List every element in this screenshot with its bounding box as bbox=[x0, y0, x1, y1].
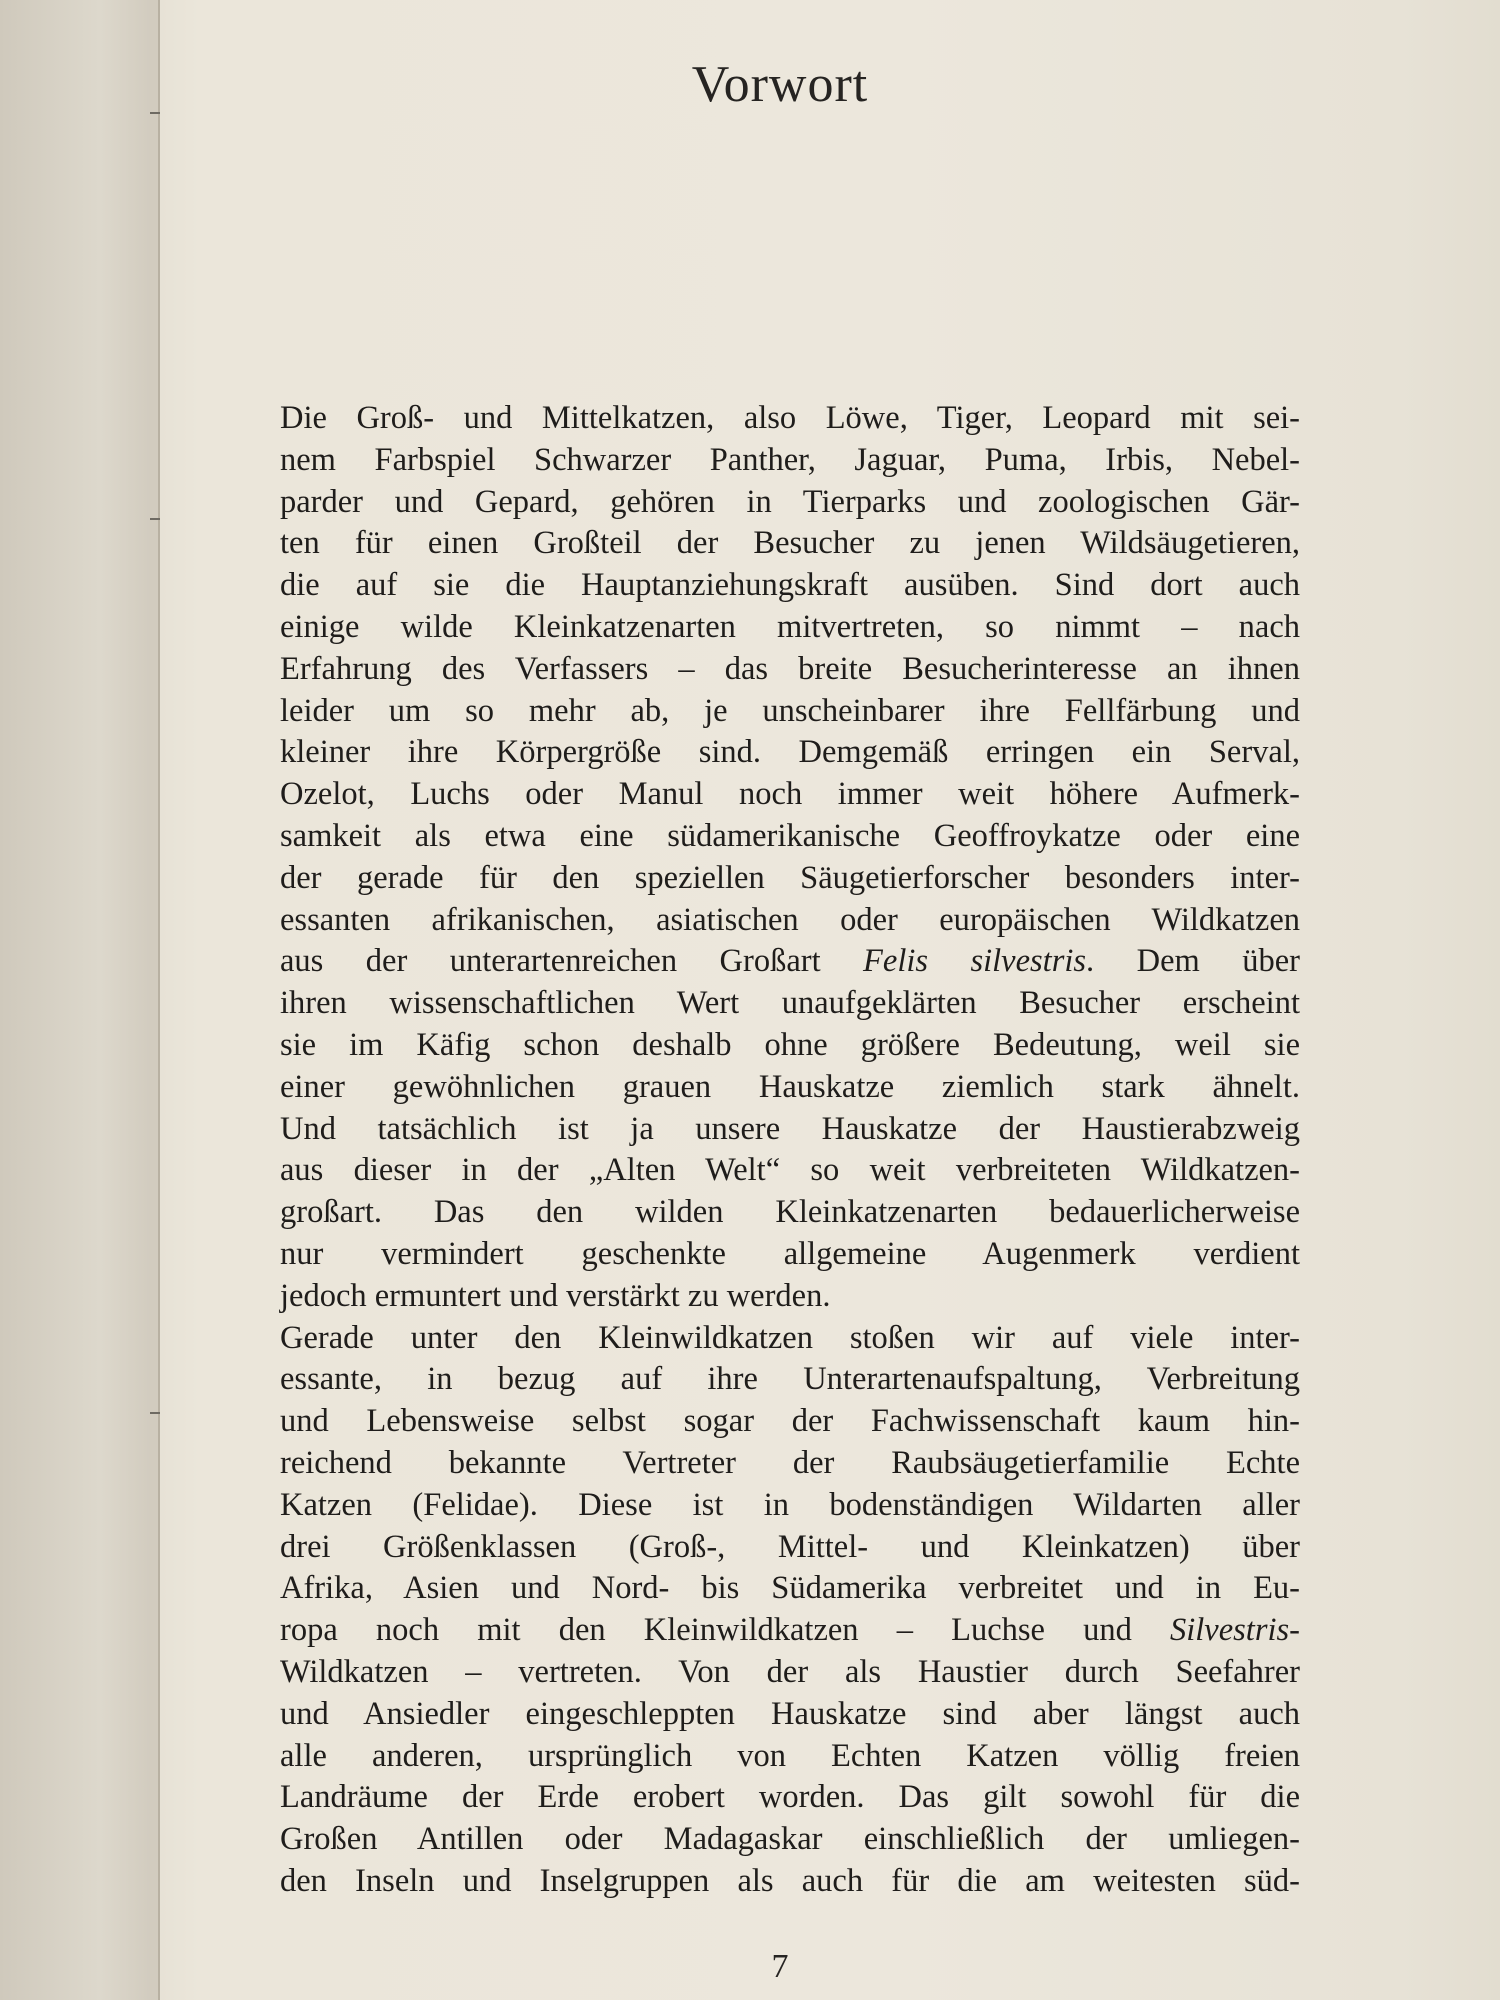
text-line: kleiner ihre Körpergröße sind. Demgemäß erringen ein Serval, bbox=[280, 734, 1300, 771]
text-line: aus der unterartenreichen Großart Felis silvestris. Dem über bbox=[280, 943, 1300, 980]
text-line: Wildkatzen – vertreten. Von der als Haustier durch Seefahrer bbox=[280, 1653, 1300, 1690]
text-line: samkeit als etwa eine südamerikanische Geoffroykatze oder eine bbox=[280, 817, 1300, 854]
chapter-title: Vorwort bbox=[691, 56, 869, 113]
text-line: Großen Antillen oder Madagaskar einschließlich der umliegen- bbox=[280, 1821, 1300, 1858]
text-line: ropa noch mit den Kleinwildkatzen – Luchse und Silvestris- bbox=[280, 1612, 1300, 1649]
text-line: ten für einen Großteil der Besucher zu jenen Wildsäugetieren, bbox=[280, 525, 1300, 562]
text-line: nur vermindert geschenkte allgemeine Augenmerk verdient bbox=[280, 1235, 1300, 1272]
text-line: reichend bekannte Vertreter der Raubsäugetierfamilie Echte bbox=[280, 1444, 1300, 1481]
text-line: den Inseln und Inselgruppen als auch für die am weitesten süd- bbox=[280, 1862, 1300, 1899]
text-line: Katzen (Felidae). Diese ist in bodenständigen Wildarten aller bbox=[280, 1486, 1300, 1523]
left-page-edge bbox=[0, 0, 160, 2000]
body-text bbox=[280, 398, 1300, 1903]
page-edge-mark bbox=[150, 518, 160, 520]
text-line: parder und Gepard, gehören in Tierparks und zoologischen Gär- bbox=[280, 483, 1300, 520]
text-line: die auf sie die Hauptanziehungskraft ausüben. Sind dort auch bbox=[280, 567, 1300, 604]
text-line: leider um so mehr ab, je unscheinbarer ihre Fellfärbung und bbox=[280, 692, 1300, 729]
text-line: Erfahrung des Verfassers – das breite Besucherinteresse an ihnen bbox=[280, 650, 1300, 687]
text-line: essanten afrikanischen, asiatischen oder europäischen Wildkatzen bbox=[280, 901, 1300, 938]
text-line: großart. Das den wilden Kleinkatzenarten bedauerlicherweise bbox=[280, 1194, 1300, 1231]
text-line: Landräume der Erde erobert worden. Das gilt sowohl für die bbox=[280, 1779, 1300, 1816]
text-line: aus dieser in der „Alten Welt“ so weit verbreiteten Wildkatzen- bbox=[280, 1152, 1300, 1189]
text-line: ihren wissenschaftlichen Wert unaufgeklärten Besucher erscheint bbox=[280, 985, 1300, 1022]
text-line: und Lebensweise selbst sogar der Fachwissenschaft kaum hin- bbox=[280, 1403, 1300, 1440]
page-edge-mark bbox=[150, 1412, 160, 1414]
text-line: sie im Käfig schon deshalb ohne größere Bedeutung, weil sie bbox=[280, 1026, 1300, 1063]
text-line: Und tatsächlich ist ja unsere Hauskatze der Haustierabzweig bbox=[280, 1110, 1300, 1147]
text-line: Gerade unter den Kleinwildkatzen stoßen wir auf viele inter- bbox=[280, 1319, 1300, 1356]
text-line: Ozelot, Luchs oder Manul noch immer weit höhere Aufmerk- bbox=[280, 776, 1300, 813]
text-line: und Ansiedler eingeschleppten Hauskatze sind aber längst auch bbox=[280, 1695, 1300, 1732]
text-line: jedoch ermuntert und verstärkt zu werden. bbox=[280, 1277, 831, 1314]
text-line: essante, in bezug auf ihre Unterartenaufspaltung, Verbreitung bbox=[280, 1361, 1300, 1398]
page-number: 7 bbox=[771, 1948, 789, 1985]
text-line: drei Größenklassen (Groß-, Mittel- und Kleinkatzen) über bbox=[280, 1528, 1300, 1565]
text-line: der gerade für den speziellen Säugetierforscher besonders inter- bbox=[280, 859, 1300, 896]
text-line: einer gewöhnlichen grauen Hauskatze ziemlich stark ähnelt. bbox=[280, 1068, 1300, 1105]
text-line: Afrika, Asien und Nord- bis Südamerika verbreitet und in Eu- bbox=[280, 1570, 1300, 1607]
text-line: alle anderen, ursprünglich von Echten Katzen völlig freien bbox=[280, 1737, 1300, 1774]
text-line: einige wilde Kleinkatzenarten mitvertreten, so nimmt – nach bbox=[280, 608, 1300, 645]
text-line: Die Groß- und Mittelkatzen, also Löwe, Tiger, Leopard mit sei- bbox=[280, 400, 1300, 436]
text-line: nem Farbspiel Schwarzer Panther, Jaguar, Puma, Irbis, Nebel- bbox=[280, 441, 1300, 478]
